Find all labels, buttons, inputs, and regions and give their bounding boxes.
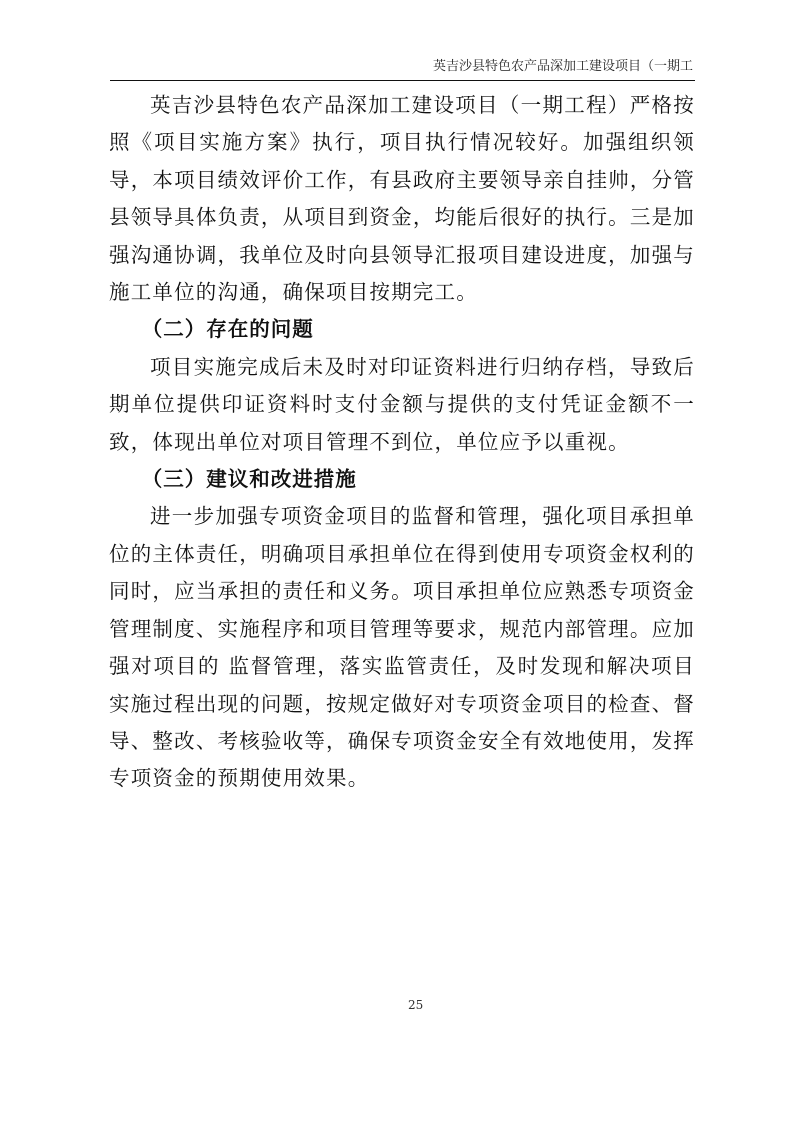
problems-paragraph: 项目实施完成后未及时对印证资料进行归纳存档，导致后期单位提供印证资料时支付金额与提供的支付凭证金额不一致，体现出单位对项目管理不到位，单位应予以重视。 [109, 354, 695, 454]
suggestions-heading: （三）建议和改进措施 [141, 467, 357, 492]
document-body [109, 87, 695, 798]
header-rule [110, 80, 695, 81]
suggestions-paragraph: 进一步加强专项资金项目的监督和管理，强化项目承担单位的主体责任，明确项目承担单位在得到使用专项资金权利的同时，应当承担的责任和义务。项目承担单位应熟悉专项资金管理制度、实施程序和项目管理等要求，规范内部管理。应加强对项目的 监督管理，落实监管责任，及时发现和解决项目实施过程出现的问题，按规定做好对专项资金项目的检查、督导、整改、考核验收等，确保专项资金安全有效地使用，发挥专项资金的预期使用效果。 [109, 504, 695, 791]
page-number: 25 [408, 998, 424, 1012]
running-header: 英吉沙县特色农产品深加工建设项目（一期工 [432, 59, 693, 74]
intro-paragraph: 英吉沙县特色农产品深加工建设项目（一期工程）严格按照《项目实施方案》执行，项目执行情况较好。加强组织领导，本项目绩效评价工作，有县政府主要领导亲自挂帅，分管县领导具体负责，从项目到资金，均能后很好的执行。三是加强沟通协调，我单位及时向县领导汇报项目建设进度，加强与施工单位的沟通，确保项目按期完工。 [109, 93, 695, 305]
problems-heading: （二）存在的问题 [141, 317, 314, 342]
